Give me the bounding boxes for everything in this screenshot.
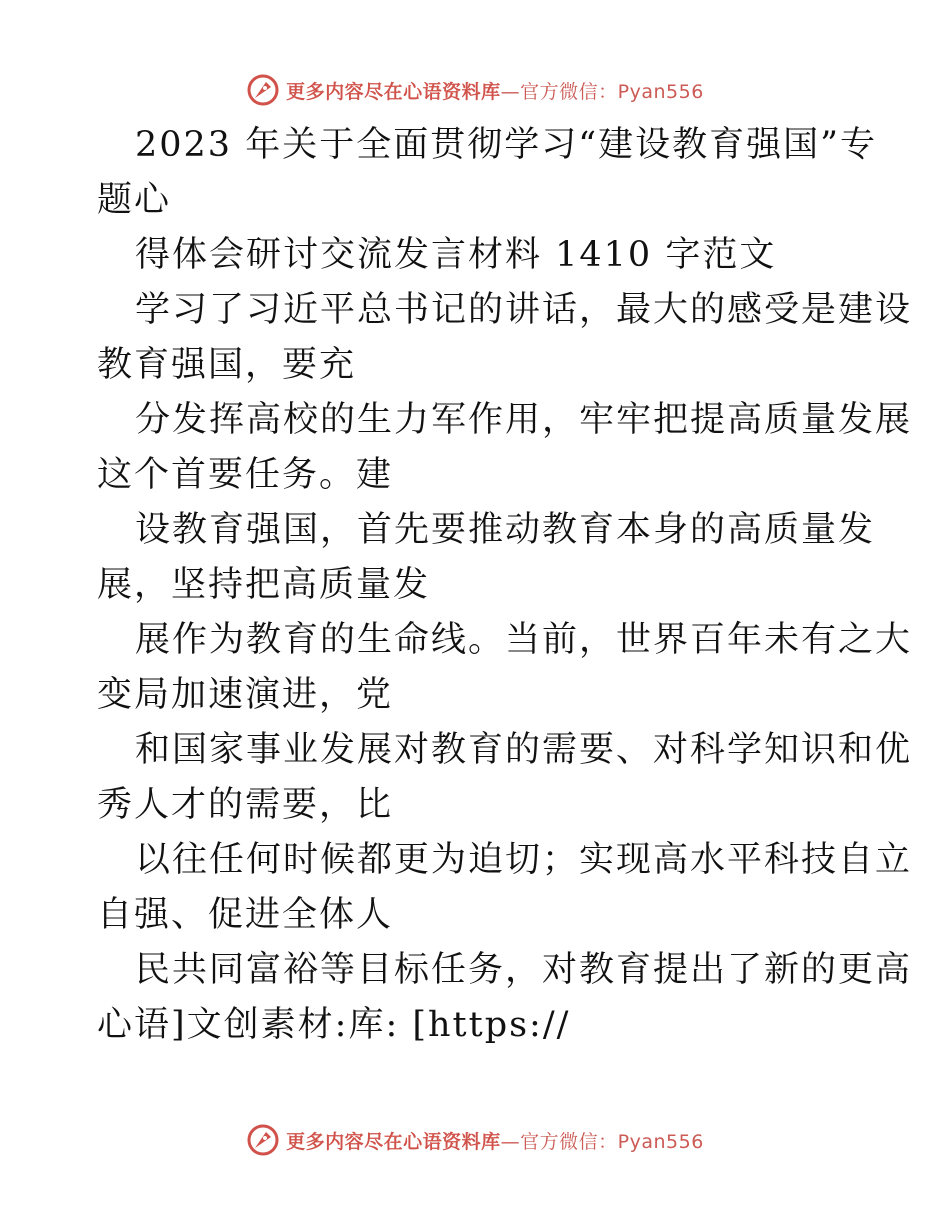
text-line: 学习了习近平总书记的讲话，最大的感受是建设 <box>135 290 913 330</box>
text-line: 设教育强国，首先要推动教育本身的高质量发 <box>135 510 876 550</box>
text-line: 和国家事业发展对教育的需要、对科学知识和优 <box>135 730 913 770</box>
text-line: 这个首要任务。建 <box>97 455 394 495</box>
text-line: 展，坚持把高质量发 <box>97 565 431 605</box>
watermark-brand: 更多内容尽在心语资料库 <box>286 1130 501 1153</box>
text-line: 教育强国，要充 <box>97 345 357 385</box>
text-line: 变局加速演进，党 <box>97 675 394 715</box>
watermark-text <box>286 1127 704 1154</box>
text-line: 心语]文创素材:库: [https:// <box>97 1005 571 1045</box>
text-line: 秀人才的需要，比 <box>97 785 394 825</box>
pen-nib-logo-icon <box>246 73 280 107</box>
text-line: 以往任何时候都更为迫切；实现高水平科技自立 <box>135 840 913 880</box>
watermark-brand: 更多内容尽在心语资料库 <box>286 80 501 103</box>
text-line: 2023 年关于全面贯彻学习“建设教育强国”专 <box>135 125 877 165</box>
footer-watermark <box>0 1120 950 1160</box>
pen-nib-logo-icon <box>246 1123 280 1157</box>
watermark-contact: —官方微信：Pyan556 <box>500 1130 704 1153</box>
text-line: 展作为教育的生命线。当前，世界百年未有之大 <box>135 620 913 660</box>
text-line: 自强、促进全体人 <box>97 895 394 935</box>
text-line: 得体会研讨交流发言材料 1410 字范文 <box>135 235 777 275</box>
text-line: 民共同富裕等目标任务，对教育提出了新的更高 <box>135 950 913 990</box>
watermark-contact: —官方微信：Pyan556 <box>500 80 704 103</box>
watermark-text <box>286 77 704 104</box>
header-watermark <box>0 70 950 110</box>
document-body <box>97 118 913 1053</box>
text-line: 分发挥高校的生力军作用，牢牢把提高质量发展 <box>135 400 913 440</box>
text-line: 题心 <box>97 180 172 220</box>
